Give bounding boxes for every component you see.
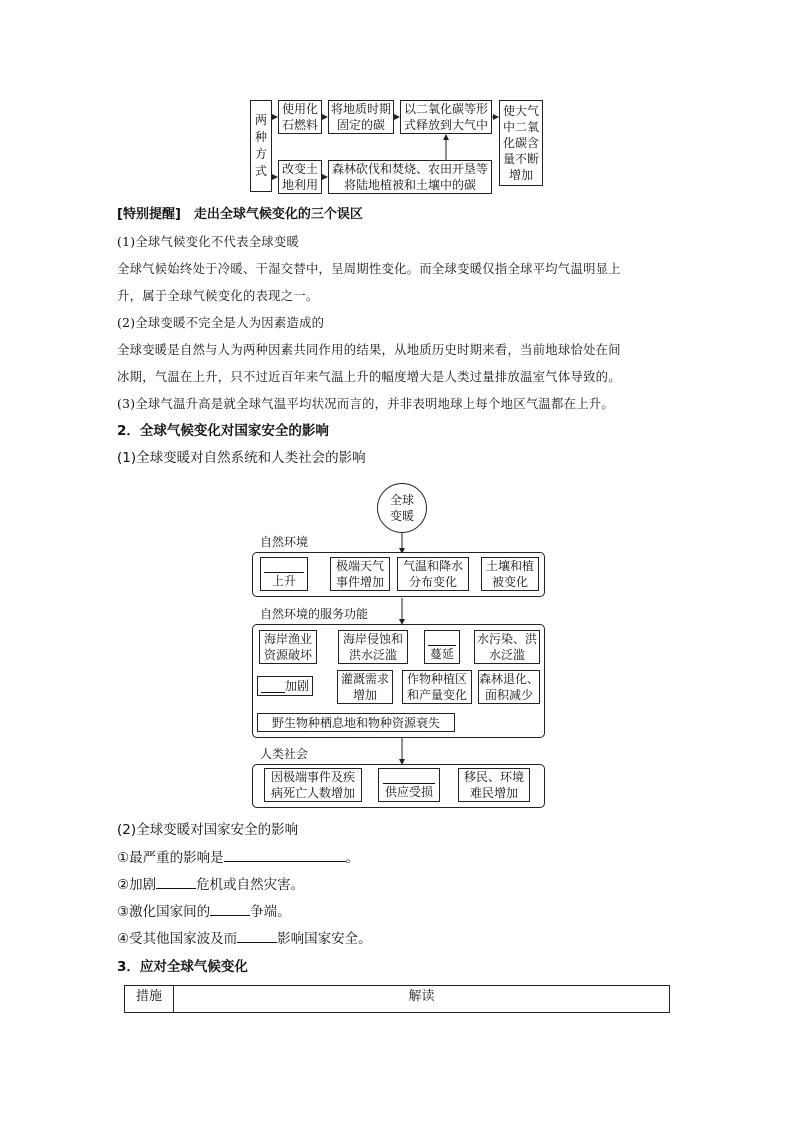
- irrigation-box: 灌溉需求 增加: [337, 670, 393, 704]
- global-warming-circle: 全球 变暖: [377, 483, 427, 533]
- co2-increase-box: 使大气 中二氧 化碳含 量不断 增加: [499, 100, 543, 186]
- natural-env-label: 自然环境: [260, 535, 309, 549]
- supply-damaged-box: 供应受损: [378, 768, 440, 802]
- table-header-measure: 措施: [125, 986, 174, 1012]
- sub2-item2: ②加剧 危机或自然灾害。: [117, 877, 305, 893]
- answer-blank[interactable]: [224, 848, 346, 862]
- service-label: 自然环境的服务功能: [260, 607, 369, 621]
- section-3-heading: 3．应对全球气候变化: [117, 959, 248, 975]
- geologic-carbon-box: 将地质时期 固定的碳: [328, 100, 394, 134]
- answer-blank[interactable]: [156, 875, 196, 889]
- extreme-weather-box: 极端天气 事件增加: [330, 557, 390, 591]
- blank-line: [428, 632, 456, 646]
- coastal-erosion-box: 海岸侵蚀和 洪水泛滥: [338, 630, 408, 664]
- section-2-sub1: (1)全球变暖对自然系统和人类社会的影响: [117, 450, 366, 466]
- table-header-interpretation: 解读: [408, 989, 435, 1004]
- tip-1-line1: 全球气候始终处于冷暖、干湿交替中，呈周期性变化。而全球变暖仅指全球平均气温明显上: [117, 262, 621, 276]
- tip-3: (3)全球气温升高是就全球气温平均状况而言的，并非表明地球上每个地区气温都在上升。: [117, 397, 615, 411]
- blank-line: [264, 559, 304, 573]
- spread-box: 蔓延: [424, 630, 460, 664]
- section-2-heading: 2．全球气候变化对国家安全的影响: [117, 423, 329, 439]
- refugee-box: 移民、环境 难民增加: [458, 768, 530, 802]
- death-increase-box: 因极端事件及疾 病死亡人数增加: [264, 768, 362, 802]
- forest-decline-box: 森林退化、 面积减少: [479, 672, 540, 702]
- fishery-box: 海岸渔业 资源破坏: [259, 630, 317, 664]
- fossil-fuel-box: 使用化 石燃料: [278, 100, 322, 134]
- answer-blank[interactable]: [237, 929, 277, 943]
- sub2-item3: ③激化国家间的 争端。: [117, 904, 291, 920]
- tip-2-line2: 冰期，气温在上升，只不过近百年来气温上升的幅度增大是人类过量排放温室气体导致的。: [117, 370, 621, 384]
- water-pollution-box: 水污染、洪 水泛滥: [474, 630, 540, 664]
- co2-release-box: 以二氧化碳等形 式释放到大气中: [400, 100, 492, 134]
- answer-blank[interactable]: [210, 902, 250, 916]
- measures-table: [124, 985, 670, 1013]
- tip-2-title: (2)全球变暖不完全是人为因素造成的: [117, 316, 325, 330]
- tip-title: [特别提醒] 走出全球气候变化的三个误区: [117, 207, 363, 222]
- sub2-item4: ④受其他国家波及而 影响国家安全。: [117, 931, 372, 947]
- tip-1-title: (1)全球气候变化不代表全球变暖: [117, 235, 300, 249]
- tip-1-line2: 升，属于全球气候变化的表现之一。: [117, 289, 319, 303]
- temp-precip-box: 气温和降水 分布变化: [397, 557, 469, 591]
- crop-change-box: 作物种植区 和产量变化: [402, 670, 472, 704]
- deforestation-box: 森林砍伐和焚烧、农田开垦等 将陆地植被和土壤中的碳: [328, 160, 492, 194]
- land-use-box: 改变土 地利用: [278, 160, 322, 194]
- rise-box: 上升: [260, 557, 308, 591]
- tip-2-line1: 全球变暖是自然与人为两种因素共同作用的结果，从地质历史时期来看，当前地球恰处在间: [117, 343, 621, 357]
- habitat-loss-box: 野生物种栖息地和物种资源衰失: [257, 713, 455, 732]
- soil-veg-box: 土壤和植 被变化: [481, 557, 539, 591]
- human-society-label: 人类社会: [260, 747, 309, 761]
- two-ways-label: 两 种 方 式: [250, 100, 272, 192]
- blank-line: [383, 770, 435, 784]
- sub2-title: (2)全球变暖对国家安全的影响: [117, 822, 299, 838]
- blank-line: [261, 679, 285, 693]
- sub2-item1: ①最严重的影响是 。: [117, 850, 360, 866]
- intensify-box: 加剧: [257, 676, 313, 696]
